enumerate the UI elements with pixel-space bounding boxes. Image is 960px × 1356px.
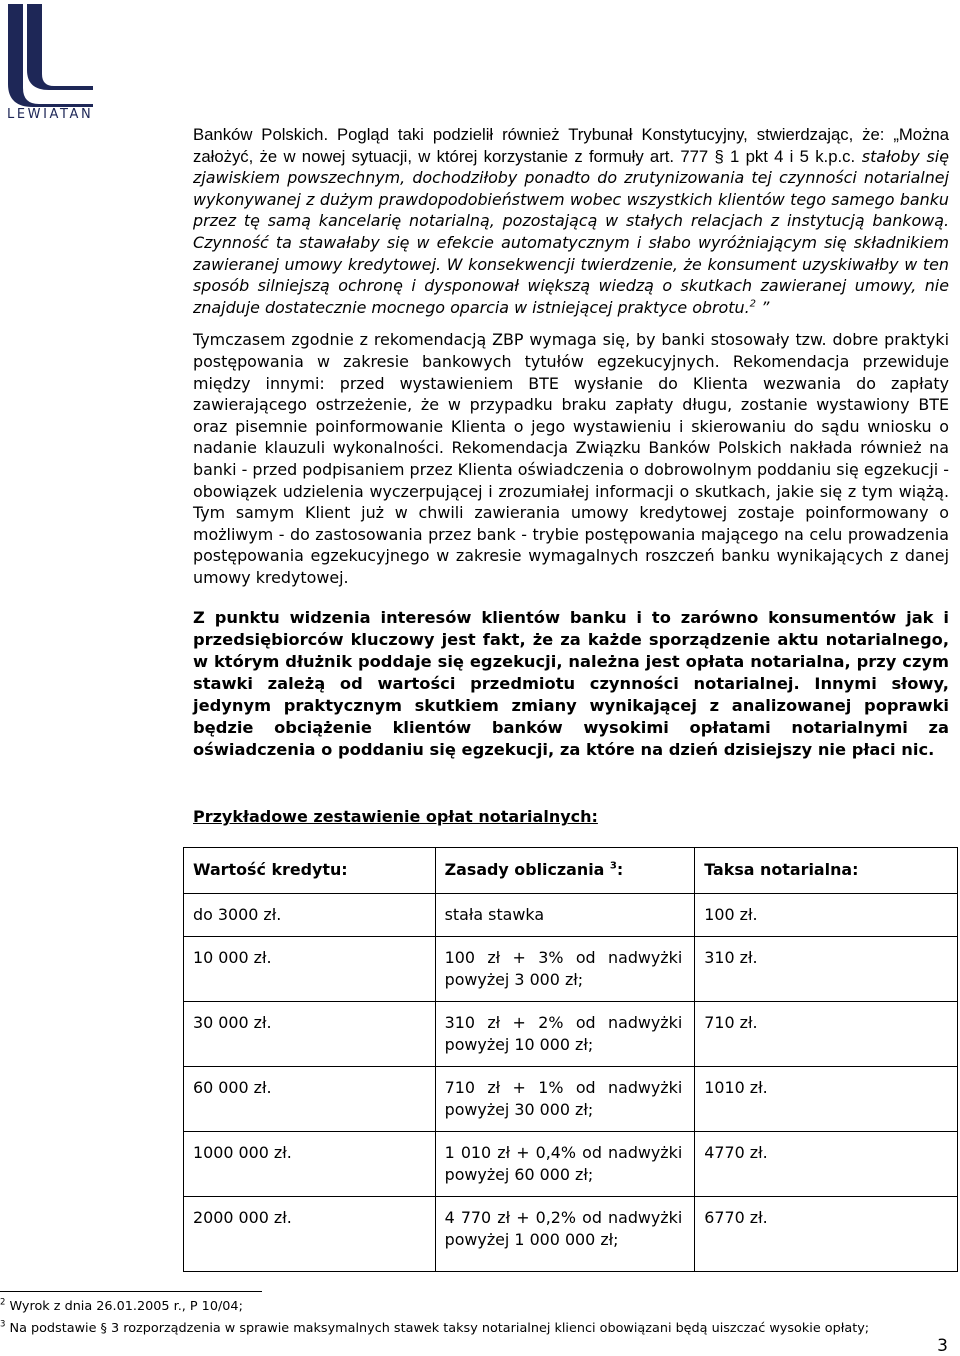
cell-credit-value: 30 000 zł. xyxy=(184,1002,436,1067)
fees-table xyxy=(183,847,958,1272)
cell-credit-value: 1000 000 zł. xyxy=(184,1132,436,1197)
cell-notary-fee: 1010 zł. xyxy=(695,1067,958,1132)
footnote-2: $^2$ Wyrok z dnia 26.01.2005 r., P 10/04; xyxy=(0,1297,243,1314)
logo-wordmark: LEWIATAN xyxy=(7,107,94,122)
paragraph-conclusion: Z punktu widzenia interesów klientów banku i to zarówno konsumentów jak i przedsiębiorców kluczowy jest fakt, że za każde sporządzenie aktu notarialnego, w którym dłużnik poddaje się egzekucji, należna jest opłata notarialna, przy czym stawki zależą od wartości przedmiotu czynności notarialnej. Innymi słowy, jedynym praktycznym skutkiem zmiany wynikającej z analizowanej poprawki będzie obciążenie klientów banków wysokimi opłatami notarialnymi za oświadczenia o poddaniu się egzekucji, za które na dzień dzisiejszy nie płaci nic. xyxy=(193,608,949,760)
cell-notary-fee: 100 zł. xyxy=(695,894,958,937)
header-calculation-rules: Zasady obliczania $^3$: xyxy=(435,848,695,894)
cell-credit-value: do 3000 zł. xyxy=(184,894,436,937)
paragraph-recommendation: Tymczasem zgodnie z rekomendacją ZBP wymaga się, by banki stosowały tzw. dobre praktyki postępowania w zakresie bankowych tytułów egzekucyjnych. Rekomendacja przewiduje między innymi: przed wystawieniem BTE wysłanie do Klienta wezwania do zapłaty zawierającego ostrzeżenie, że w przypadku braku zapłaty długu, zostanie wystawiony BTE oraz pisemnie poinformowanie Klienta o jego wystawieniu i skierowaniu do sądu wniosku o nadanie klauzuli wykonalności. Rekomendacja Związku Banków Polskich nakłada również na banki - przed podpisaniem przez Klienta oświadczenia o dobrowolnym poddaniu się egzekucji - obowiązek udzielenia wyczerpującej i zrozumiałej informacji o skutkach, jakie się z tym wiążą. Tym samym Klient już w chwili zawierania umowy kredytowej zostaje poinformowany o możliwym - do zastosowania przez bank - trybie postępowania mającego na celu prowadzenia postępowania egzekucyjnego w zakresie wymagalnych roszczeń banku wynikających z danej umowy kredytowej. xyxy=(193,330,949,587)
cell-credit-value: 10 000 zł. xyxy=(184,937,436,1002)
cell-calculation-rule: 1 010 zł + 0,4% od nadwyżki powyżej 60 000 zł; xyxy=(435,1132,695,1197)
cell-calculation-rule: 4 770 zł + 0,2% od nadwyżki powyżej 1 000 000 zł; xyxy=(435,1197,695,1272)
footnote-ref-2[interactable]: 2 xyxy=(749,298,757,310)
page-number: 3 xyxy=(937,1336,948,1356)
main-content xyxy=(193,124,949,828)
cell-calculation-rule: stała stawka xyxy=(435,894,695,937)
cell-notary-fee: 710 zł. xyxy=(695,1002,958,1067)
table-row xyxy=(184,1002,958,1067)
table-row xyxy=(184,1197,958,1272)
cell-notary-fee: 4770 zł. xyxy=(695,1132,958,1197)
cell-credit-value: 60 000 zł. xyxy=(184,1067,436,1132)
footnote-divider xyxy=(0,1291,262,1292)
quote-italic: stałoby się zjawiskiem powszechnym, dochodziłoby ponadto do zrutynizowania tej czynności notarialnej wykonywanej z dużym prawdopodobieństwem wobec wszystkich klientów tego samego banku przez tę samą kancelarię notarialną, pozostającą w stałych relacjach z instytucją bankową. Czynność ta stawałaby się w efekcie automatycznym i słabo wyróżniającym się składnikiem zawieranej umowy kredytowej. W konsekwencji twierdzenie, że konsument uzyskiwałby w ten sposób silniejszą ochronę i dysponował większą wiedzą o skutkach zawieranej umowy, nie znajduje dostatecznie mocnego oparcia w istniejącej praktyce obrotu. xyxy=(193,146,949,317)
header-notary-fee: Taksa notarialna: xyxy=(695,848,958,894)
cell-credit-value: 2000 000 zł. xyxy=(184,1197,436,1272)
table-row xyxy=(184,937,958,1002)
table-row xyxy=(184,1067,958,1132)
header-credit-value: Wartość kredytu: xyxy=(184,848,436,894)
closing-quote: ” xyxy=(756,297,770,317)
cell-calculation-rule: 310 zł + 2% od nadwyżki powyżej 10 000 zł; xyxy=(435,1002,695,1067)
table-row xyxy=(184,1132,958,1197)
footnote-3: $^3$ Na podstawie § 3 rozporządzenia w sprawie maksymalnych stawek taksy notarialnej klienci obowiązani będą uiszczać wysokie opłaty; xyxy=(0,1319,870,1336)
cell-calculation-rule: 100 zł + 3% od nadwyżki powyżej 3 000 zł; xyxy=(435,937,695,1002)
table-row xyxy=(184,894,958,937)
table-title: Przykładowe zestawienie opłat notarialnych: xyxy=(193,807,598,827)
cell-calculation-rule: 710 zł + 1% od nadwyżki powyżej 30 000 zł; xyxy=(435,1067,695,1132)
quote-lead: Banków Polskich. Pogląd taki podzielił również Trybunał Konstytucyjny, stwierdzając, że: „Można założyć, że w nowej sytuacji, w której korzystanie z formuły art. 777 § 1 pkt 4 i 5 k.p.c. xyxy=(193,125,949,166)
cell-notary-fee: 6770 zł. xyxy=(695,1197,958,1272)
footnote-ref-3[interactable]: 3 xyxy=(609,860,617,872)
paragraph-quote xyxy=(193,124,949,318)
table-header-row xyxy=(184,848,958,894)
cell-notary-fee: 310 zł. xyxy=(695,937,958,1002)
